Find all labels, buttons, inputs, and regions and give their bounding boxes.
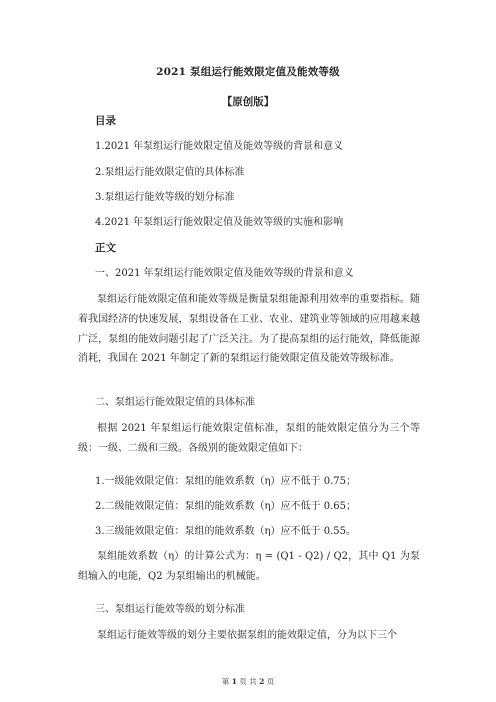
page-footer bbox=[0, 676, 496, 687]
footer-suffix: 页 bbox=[266, 677, 275, 686]
section-1-heading: 一、2021 年泵组运行能效限定值及能效等级的背景和意义 bbox=[95, 268, 354, 279]
body-heading: 正文 bbox=[95, 242, 116, 254]
toc-heading: 目录 bbox=[95, 115, 116, 127]
document-title: 2021 泵组运行能效限定值及能效等级 bbox=[156, 66, 340, 78]
footer-page-number: 1 bbox=[231, 677, 237, 686]
formula-paragraph: 泵组能效系数（η）的计算公式为：η = (Q1 - Q2) / Q2，其中 Q1 为泵组输入的电能，Q2 为泵组输出的机械能。 bbox=[78, 551, 420, 582]
section-2-heading: 二、泵组运行能效限定值的具体标准 bbox=[95, 397, 255, 408]
footer-middle: 页 共 bbox=[239, 677, 257, 686]
section-2-paragraph: 根据 2021 年泵组运行能效限定值标准，泵组的能效限定值分为三个等级：一级、二级和三级。各级别的能效限定值如下： bbox=[78, 423, 420, 454]
toc-item-1: 1.2021 年泵组运行能效限定值及能效等级的背景和意义 bbox=[95, 141, 344, 152]
toc-item-3: 3.泵组运行能效等级的划分标准 bbox=[95, 192, 235, 203]
level-3-item: 3.三级能效限定值：泵组的能效系数（η）应不低于 0.55。 bbox=[95, 526, 356, 537]
footer-total-pages: 2 bbox=[259, 677, 265, 686]
toc-item-2: 2.泵组运行能效限定值的具体标准 bbox=[95, 167, 245, 178]
section-1-paragraph: 泵组运行能效限定值和能效等级是衡量泵组能源利用效率的重要指标。随着我国经济的快速发展，泵组设备在工业、农业、建筑业等领域的应用越来越广泛，泵组的能效问题引起了广泛关注。为了提高泵组的运行能效，降低能源消耗，我国在 2021 年制定了新的泵组运行能效限定值及能效等级标准。 bbox=[78, 294, 420, 365]
section-3-paragraph: 泵组运行能效等级的划分主要依据泵组的能效限定值，分为以下三个 bbox=[97, 630, 397, 641]
footer-prefix: 第 bbox=[221, 677, 230, 686]
level-1-item: 1.一级能效限定值：泵组的能效系数（η）应不低于 0.75； bbox=[95, 476, 356, 487]
level-2-item: 2.二级能效限定值：泵组的能效系数（η）应不低于 0.65； bbox=[95, 501, 356, 512]
section-3-heading: 三、泵组运行能效等级的划分标准 bbox=[95, 604, 245, 615]
toc-item-4: 4.2021 年泵组运行能效限定值及能效等级的实施和影响 bbox=[95, 217, 344, 228]
document-subtitle: 【原创版】 bbox=[221, 96, 275, 108]
